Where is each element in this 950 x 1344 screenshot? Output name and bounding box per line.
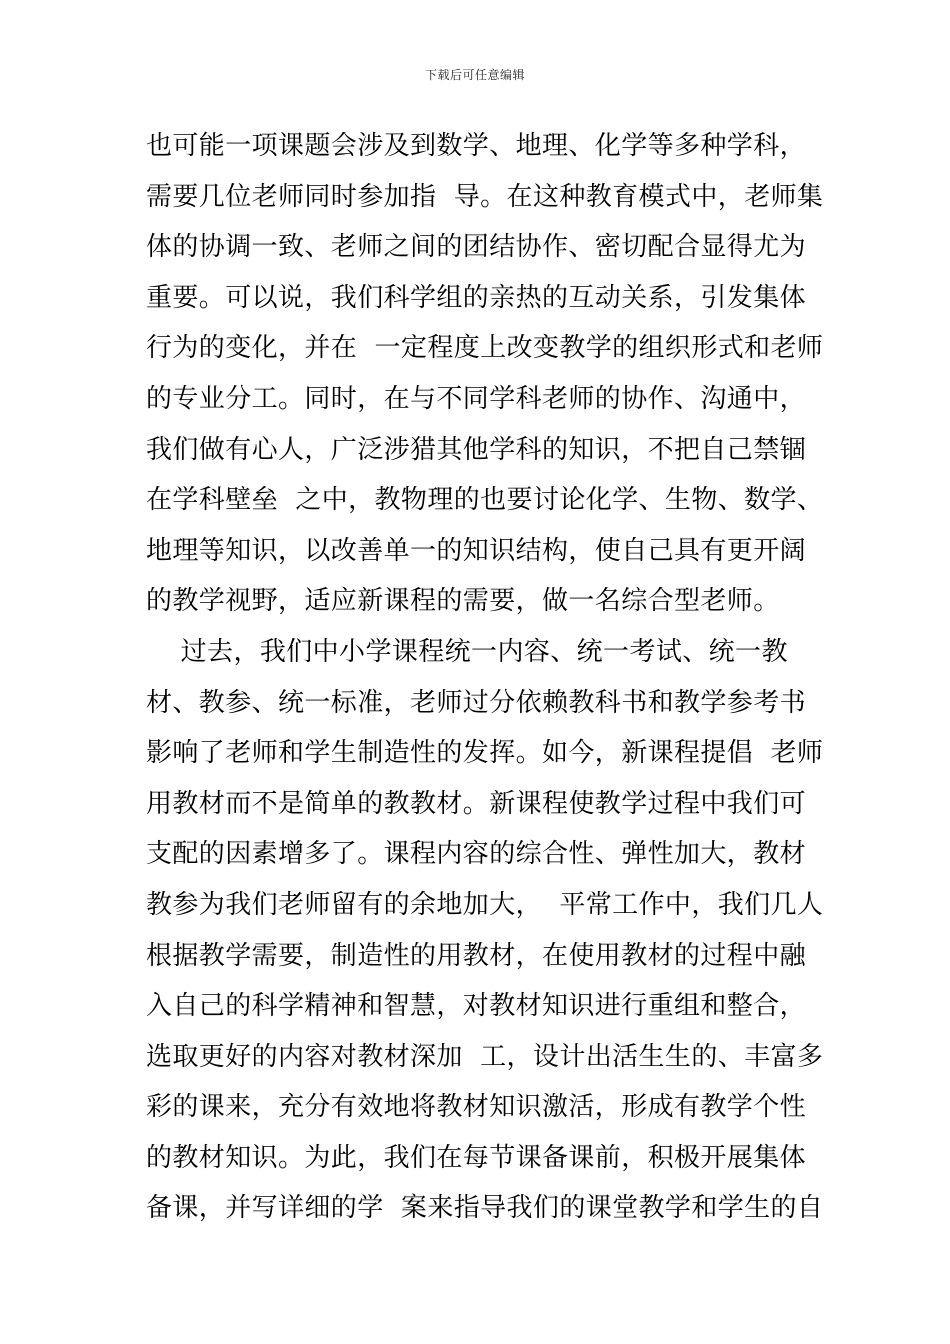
text-line: 地理等知识，以改善单一的知识结构，使自己具有更开阔	[146, 535, 807, 566]
text-line: 重要。可以说，我们科学组的亲热的互动关系，引发集体	[146, 282, 807, 313]
text-line: 的教学视野，适应新课程的需要，做一名综合型老师。	[146, 586, 780, 617]
text-line: 的专业分工。同时，在与不同学科老师的协作、沟通中，	[146, 383, 807, 414]
text-line: 选取更好的内容对教材深加 工，设计出活生生的、丰富多	[146, 1041, 824, 1072]
text-line: 影响了老师和学生制造性的发挥。如今，新课程提倡 老师	[146, 738, 824, 769]
text-line: 材、教参、统一标准，老师过分依赖教科书和教学参考书	[146, 687, 807, 718]
text-line: 在学科壁垒 之中，教物理的也要讨论化学、生物、数学、	[146, 485, 824, 516]
text-line: 需要几位老师同时参加指 导。在这种教育模式中，老师集	[146, 181, 824, 212]
text-line: 备课，并写详细的学 案来指导我们的课堂教学和学生的自	[146, 1193, 824, 1224]
text-line: 过去，我们中小学课程统一内容、统一考试、统一教	[146, 636, 788, 667]
text-line: 我们做有心人，广泛涉猎其他学科的知识，不把自己禁锢	[146, 434, 807, 465]
text-line: 体的协调一致、老师之间的团结协作、密切配合显得尤为	[146, 232, 807, 263]
text-line: 用教材而不是简单的教教材。新课程使教学过程中我们可	[146, 788, 807, 819]
text-line: 根据教学需要，制造性的用教材，在使用教材的过程中融	[146, 940, 807, 971]
text-line: 支配的因素增多了。课程内容的综合性、弹性加大，教材	[146, 839, 807, 870]
text-line: 入自己的科学精神和智慧，对教材知识进行重组和整合，	[146, 991, 807, 1022]
document-body	[146, 121, 826, 1234]
text-line: 也可能一项课题会涉及到数学、地理、化学等多种学科，	[146, 131, 807, 161]
text-line: 的教材知识。为此，我们在每节课备课前，积极开展集体	[146, 1142, 807, 1173]
text-line: 彩的课来，充分有效地将教材知识激活，形成有教学个性	[146, 1092, 807, 1123]
page-header: 下载后可任意编辑	[424, 68, 525, 82]
text-line: 教参为我们老师留有的余地加大， 平常工作中，我们几人	[146, 889, 824, 920]
text-line: 行为的变化，并在 一定程度上改变教学的组织形式和老师	[146, 333, 824, 364]
